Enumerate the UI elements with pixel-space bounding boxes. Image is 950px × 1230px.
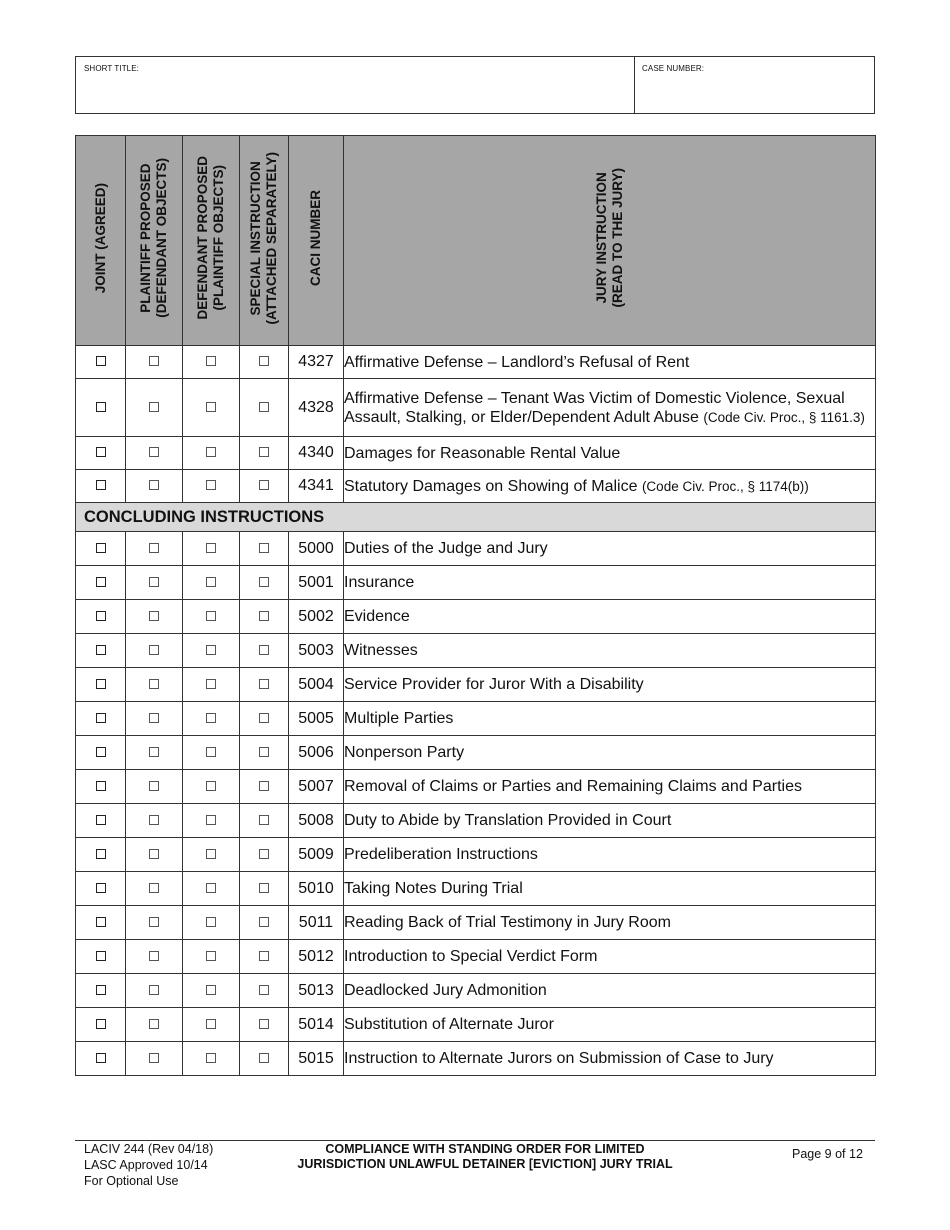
- cell-defendant: [183, 470, 240, 503]
- cell-joint: [76, 974, 126, 1008]
- instruction-title: Affirmative Defense – Tenant Was Victim of Domestic Violence, Sexual Assault, Stalking, or Elder/Dependent Adult Abuse (Code Civ. Proc., § 1161.3): [344, 379, 876, 437]
- cell-special: [240, 770, 289, 804]
- checkbox-joint[interactable]: [96, 815, 106, 825]
- checkbox-plaintiff[interactable]: [149, 543, 159, 553]
- table-row: [76, 872, 876, 906]
- checkbox-joint[interactable]: [96, 985, 106, 995]
- cell-defendant: [183, 634, 240, 668]
- form-id: LACIV 244 (Rev 04/18): [84, 1142, 214, 1156]
- checkbox-special[interactable]: [259, 815, 269, 825]
- cell-joint: [76, 872, 126, 906]
- checkbox-plaintiff[interactable]: [149, 611, 159, 621]
- cell-defendant: [183, 566, 240, 600]
- cell-defendant: [183, 702, 240, 736]
- caci-number: 5015: [289, 1042, 344, 1076]
- cell-plaintiff: [126, 872, 183, 906]
- cell-plaintiff: [126, 346, 183, 379]
- cell-joint: [76, 470, 126, 503]
- cell-special: [240, 532, 289, 566]
- caci-number: 5007: [289, 770, 344, 804]
- cell-plaintiff: [126, 437, 183, 470]
- cell-special: [240, 566, 289, 600]
- short-title-label: SHORT TITLE:: [84, 64, 139, 73]
- cell-plaintiff: [126, 668, 183, 702]
- cell-plaintiff: [126, 1008, 183, 1042]
- instruction-title: Multiple Parties: [344, 702, 876, 736]
- table-row: [76, 532, 876, 566]
- cell-joint: [76, 940, 126, 974]
- checkbox-joint[interactable]: [96, 713, 106, 723]
- table-row: [76, 346, 876, 379]
- checkbox-joint[interactable]: [96, 883, 106, 893]
- table-row: [76, 838, 876, 872]
- checkbox-plaintiff[interactable]: [149, 1053, 159, 1063]
- cell-special: [240, 1008, 289, 1042]
- cell-plaintiff: [126, 566, 183, 600]
- cell-special: [240, 1042, 289, 1076]
- case-number-label: CASE NUMBER:: [642, 64, 705, 73]
- checkbox-special[interactable]: [259, 543, 269, 553]
- cell-defendant: [183, 437, 240, 470]
- instruction-title: Nonperson Party: [344, 736, 876, 770]
- checkbox-defendant[interactable]: [206, 402, 216, 412]
- col-jury-instruction: JURY INSTRUCTION (READ TO THE JURY): [344, 136, 876, 346]
- checkbox-plaintiff[interactable]: [149, 480, 159, 490]
- checkbox-plaintiff[interactable]: [149, 679, 159, 689]
- table-row: [76, 1042, 876, 1076]
- instruction-title: Deadlocked Jury Admonition: [344, 974, 876, 1008]
- checkbox-plaintiff[interactable]: [149, 951, 159, 961]
- cell-defendant: [183, 940, 240, 974]
- cell-special: [240, 838, 289, 872]
- table-row: [76, 974, 876, 1008]
- checkbox-joint[interactable]: [96, 951, 106, 961]
- table-row: [76, 379, 876, 437]
- checkbox-defendant[interactable]: [206, 747, 216, 757]
- jury-instruction-table: [75, 135, 876, 1076]
- checkbox-special[interactable]: [259, 577, 269, 587]
- table-row: [76, 437, 876, 470]
- cell-joint: [76, 1042, 126, 1076]
- cell-special: [240, 906, 289, 940]
- caci-number: 4328: [289, 379, 344, 437]
- cell-plaintiff: [126, 600, 183, 634]
- checkbox-joint[interactable]: [96, 917, 106, 927]
- instruction-title: Duty to Abide by Translation Provided in Court: [344, 804, 876, 838]
- checkbox-plaintiff[interactable]: [149, 985, 159, 995]
- cell-joint: [76, 437, 126, 470]
- cell-plaintiff: [126, 532, 183, 566]
- instruction-title: Duties of the Judge and Jury: [344, 532, 876, 566]
- checkbox-special[interactable]: [259, 480, 269, 490]
- cell-joint: [76, 379, 126, 437]
- footer-form-title: COMPLIANCE WITH STANDING ORDER FOR LIMITED JURISDICTION UNLAWFUL DETAINER [EVICTION] JURY TRIAL: [297, 1142, 673, 1171]
- instruction-title: Service Provider for Juror With a Disability: [344, 668, 876, 702]
- col-plaintiff-proposed: PLAINTIFF PROPOSED (DEFENDANT OBJECTS): [126, 136, 183, 346]
- cell-defendant: [183, 838, 240, 872]
- section-header-row: [76, 503, 876, 532]
- usage-note: For Optional Use: [84, 1174, 179, 1188]
- caci-number: 4340: [289, 437, 344, 470]
- caci-number: 4327: [289, 346, 344, 379]
- cell-defendant: [183, 346, 240, 379]
- instruction-title: Instruction to Alternate Jurors on Submission of Case to Jury: [344, 1042, 876, 1076]
- cell-special: [240, 470, 289, 503]
- checkbox-defendant[interactable]: [206, 480, 216, 490]
- checkbox-plaintiff[interactable]: [149, 849, 159, 859]
- cell-joint: [76, 566, 126, 600]
- cell-special: [240, 634, 289, 668]
- cell-plaintiff: [126, 736, 183, 770]
- cell-joint: [76, 702, 126, 736]
- cell-plaintiff: [126, 906, 183, 940]
- cell-defendant: [183, 532, 240, 566]
- table-row: [76, 566, 876, 600]
- table-row: [76, 770, 876, 804]
- checkbox-joint[interactable]: [96, 611, 106, 621]
- cell-special: [240, 668, 289, 702]
- checkbox-plaintiff[interactable]: [149, 577, 159, 587]
- checkbox-special[interactable]: [259, 917, 269, 927]
- caci-number: 5003: [289, 634, 344, 668]
- checkbox-special[interactable]: [259, 402, 269, 412]
- table-row: [76, 634, 876, 668]
- instruction-title: Predeliberation Instructions: [344, 838, 876, 872]
- checkbox-defendant[interactable]: [206, 1019, 216, 1029]
- checkbox-defendant[interactable]: [206, 1053, 216, 1063]
- table-row: [76, 668, 876, 702]
- cell-plaintiff: [126, 940, 183, 974]
- checkbox-joint[interactable]: [96, 1053, 106, 1063]
- checkbox-defendant[interactable]: [206, 713, 216, 723]
- caci-number: 5002: [289, 600, 344, 634]
- cell-joint: [76, 804, 126, 838]
- checkbox-defendant[interactable]: [206, 611, 216, 621]
- checkbox-special[interactable]: [259, 645, 269, 655]
- col-special-instruction: SPECIAL INSTRUCTION (ATTACHED SEPARATELY): [240, 136, 289, 346]
- cell-joint: [76, 532, 126, 566]
- cell-defendant: [183, 668, 240, 702]
- checkbox-plaintiff[interactable]: [149, 883, 159, 893]
- cell-plaintiff: [126, 470, 183, 503]
- checkbox-defendant[interactable]: [206, 951, 216, 961]
- checkbox-special[interactable]: [259, 781, 269, 791]
- instruction-title: Evidence: [344, 600, 876, 634]
- table-row: [76, 470, 876, 503]
- cell-joint: [76, 770, 126, 804]
- col-caci-number: CACI NUMBER: [289, 136, 344, 346]
- checkbox-special[interactable]: [259, 849, 269, 859]
- instruction-title: Damages for Reasonable Rental Value: [344, 437, 876, 470]
- approval-note: LASC Approved 10/14: [84, 1158, 208, 1172]
- cell-defendant: [183, 770, 240, 804]
- cell-special: [240, 872, 289, 906]
- caci-number: 5000: [289, 532, 344, 566]
- cell-special: [240, 346, 289, 379]
- checkbox-defendant[interactable]: [206, 543, 216, 553]
- caci-number: 5005: [289, 702, 344, 736]
- cell-defendant: [183, 379, 240, 437]
- checkbox-defendant[interactable]: [206, 883, 216, 893]
- cell-special: [240, 600, 289, 634]
- instruction-title: Taking Notes During Trial: [344, 872, 876, 906]
- caci-number: 5009: [289, 838, 344, 872]
- instruction-title: Witnesses: [344, 634, 876, 668]
- table-row: [76, 736, 876, 770]
- checkbox-defendant[interactable]: [206, 849, 216, 859]
- caci-number: 5010: [289, 872, 344, 906]
- table-row: [76, 702, 876, 736]
- caci-number: 5012: [289, 940, 344, 974]
- table-row: [76, 804, 876, 838]
- table-row: [76, 600, 876, 634]
- checkbox-defendant[interactable]: [206, 356, 216, 366]
- checkbox-special[interactable]: [259, 985, 269, 995]
- cell-defendant: [183, 1042, 240, 1076]
- cell-special: [240, 437, 289, 470]
- instruction-title: Removal of Claims or Parties and Remaining Claims and Parties: [344, 770, 876, 804]
- caci-number: 5004: [289, 668, 344, 702]
- checkbox-special[interactable]: [259, 447, 269, 457]
- checkbox-special[interactable]: [259, 713, 269, 723]
- cell-special: [240, 702, 289, 736]
- caci-number: 5008: [289, 804, 344, 838]
- footer-form-info: [84, 1141, 213, 1189]
- cell-defendant: [183, 906, 240, 940]
- cell-plaintiff: [126, 974, 183, 1008]
- section-title: CONCLUDING INSTRUCTIONS: [76, 503, 876, 532]
- instruction-title: Insurance: [344, 566, 876, 600]
- checkbox-special[interactable]: [259, 611, 269, 621]
- checkbox-joint[interactable]: [96, 577, 106, 587]
- checkbox-joint[interactable]: [96, 781, 106, 791]
- checkbox-plaintiff[interactable]: [149, 917, 159, 927]
- checkbox-special[interactable]: [259, 747, 269, 757]
- checkbox-joint[interactable]: [96, 356, 106, 366]
- checkbox-plaintiff[interactable]: [149, 1019, 159, 1029]
- checkbox-defendant[interactable]: [206, 917, 216, 927]
- cell-plaintiff: [126, 838, 183, 872]
- instruction-title: Affirmative Defense – Landlord’s Refusal of Rent: [344, 346, 876, 379]
- instruction-title: Introduction to Special Verdict Form: [344, 940, 876, 974]
- cell-plaintiff: [126, 770, 183, 804]
- checkbox-special[interactable]: [259, 1019, 269, 1029]
- header-row: [76, 136, 876, 346]
- checkbox-plaintiff[interactable]: [149, 356, 159, 366]
- checkbox-plaintiff[interactable]: [149, 447, 159, 457]
- caci-number: 5006: [289, 736, 344, 770]
- page-number: Page 9 of 12: [792, 1147, 863, 1161]
- cell-special: [240, 974, 289, 1008]
- checkbox-joint[interactable]: [96, 447, 106, 457]
- table-row: [76, 906, 876, 940]
- cell-joint: [76, 634, 126, 668]
- caci-number: 5001: [289, 566, 344, 600]
- checkbox-joint[interactable]: [96, 645, 106, 655]
- cell-defendant: [183, 736, 240, 770]
- cell-special: [240, 940, 289, 974]
- cell-joint: [76, 906, 126, 940]
- cell-special: [240, 804, 289, 838]
- cell-defendant: [183, 974, 240, 1008]
- instruction-title: Substitution of Alternate Juror: [344, 1008, 876, 1042]
- checkbox-plaintiff[interactable]: [149, 815, 159, 825]
- cell-joint: [76, 346, 126, 379]
- checkbox-joint[interactable]: [96, 679, 106, 689]
- checkbox-joint[interactable]: [96, 543, 106, 553]
- cell-plaintiff: [126, 379, 183, 437]
- caci-number: 4341: [289, 470, 344, 503]
- cell-joint: [76, 1008, 126, 1042]
- cell-special: [240, 379, 289, 437]
- cell-plaintiff: [126, 1042, 183, 1076]
- cell-special: [240, 736, 289, 770]
- instruction-title: Statutory Damages on Showing of Malice (Code Civ. Proc., § 1174(b)): [344, 470, 876, 503]
- checkbox-special[interactable]: [259, 356, 269, 366]
- checkbox-defendant[interactable]: [206, 781, 216, 791]
- caption-box: [75, 56, 875, 114]
- checkbox-defendant[interactable]: [206, 645, 216, 655]
- checkbox-defendant[interactable]: [206, 447, 216, 457]
- checkbox-plaintiff[interactable]: [149, 645, 159, 655]
- checkbox-special[interactable]: [259, 951, 269, 961]
- caci-number: 5013: [289, 974, 344, 1008]
- checkbox-plaintiff[interactable]: [149, 402, 159, 412]
- cell-plaintiff: [126, 634, 183, 668]
- checkbox-plaintiff[interactable]: [149, 781, 159, 791]
- checkbox-joint[interactable]: [96, 1019, 106, 1029]
- cell-plaintiff: [126, 804, 183, 838]
- checkbox-plaintiff[interactable]: [149, 747, 159, 757]
- cell-joint: [76, 600, 126, 634]
- cell-joint: [76, 838, 126, 872]
- cell-defendant: [183, 1008, 240, 1042]
- checkbox-special[interactable]: [259, 1053, 269, 1063]
- cell-joint: [76, 736, 126, 770]
- cell-joint: [76, 668, 126, 702]
- caci-number: 5014: [289, 1008, 344, 1042]
- cell-defendant: [183, 804, 240, 838]
- checkbox-joint[interactable]: [96, 480, 106, 490]
- col-defendant-proposed: DEFENDANT PROPOSED (PLAINTIFF OBJECTS): [183, 136, 240, 346]
- cell-defendant: [183, 600, 240, 634]
- caci-number: 5011: [289, 906, 344, 940]
- cell-defendant: [183, 872, 240, 906]
- checkbox-defendant[interactable]: [206, 577, 216, 587]
- checkbox-joint[interactable]: [96, 849, 106, 859]
- caption-divider: [634, 57, 635, 113]
- checkbox-defendant[interactable]: [206, 679, 216, 689]
- checkbox-joint[interactable]: [96, 402, 106, 412]
- table-row: [76, 940, 876, 974]
- checkbox-special[interactable]: [259, 679, 269, 689]
- instruction-title: Reading Back of Trial Testimony in Jury Room: [344, 906, 876, 940]
- checkbox-special[interactable]: [259, 883, 269, 893]
- cell-plaintiff: [126, 702, 183, 736]
- col-joint-agreed: JOINT (AGREED): [76, 136, 126, 346]
- checkbox-plaintiff[interactable]: [149, 713, 159, 723]
- checkbox-joint[interactable]: [96, 747, 106, 757]
- checkbox-defendant[interactable]: [206, 985, 216, 995]
- table-row: [76, 1008, 876, 1042]
- checkbox-defendant[interactable]: [206, 815, 216, 825]
